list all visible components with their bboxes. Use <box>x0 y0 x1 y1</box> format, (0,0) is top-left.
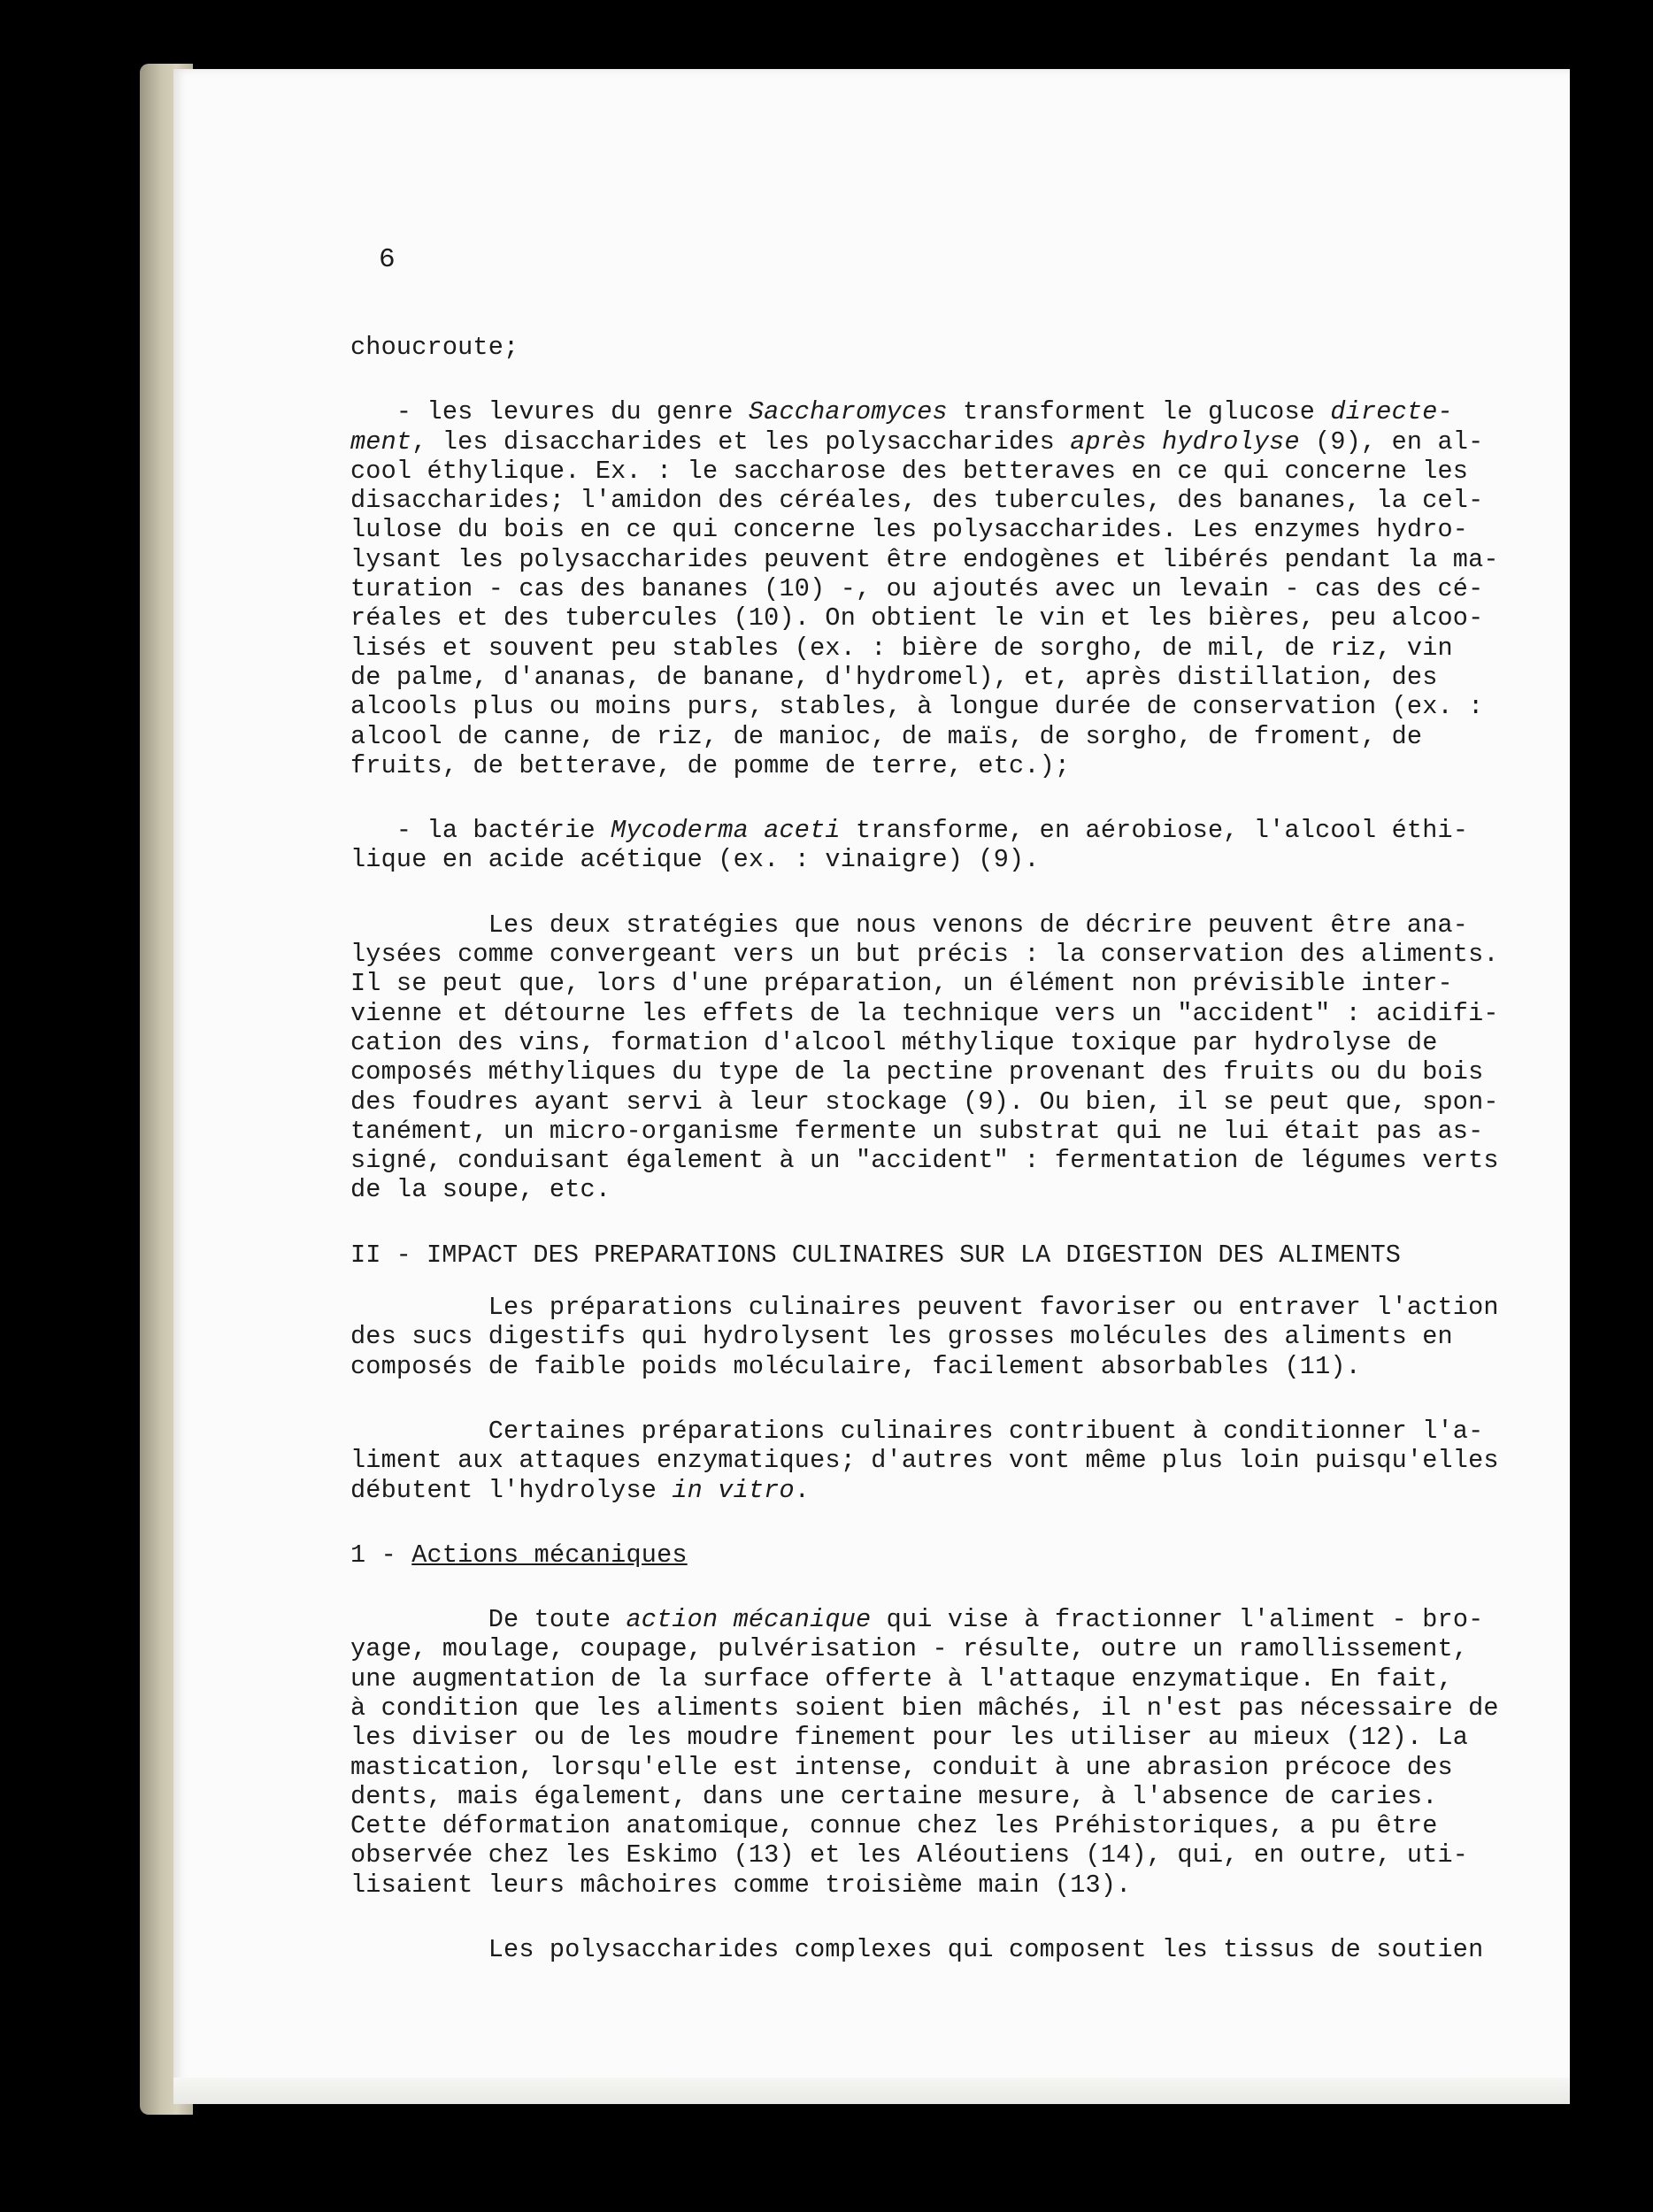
text-line: mastication, lorsqu'elle est intense, conduit à une abrasion précoce des <box>350 1752 1453 1782</box>
body-text <box>350 333 1499 1965</box>
text-line: lysant les polysaccharides peuvent être endogènes et libérés pendant la ma- <box>350 544 1499 574</box>
text-line: Il se peut que, lors d'une préparation, un élément non prévisible inter- <box>350 969 1453 999</box>
text-line: des foudres ayant servi à leur stockage (9). Ou bien, il se peut que, spon- <box>350 1087 1499 1117</box>
text-line: composés méthyliques du type de la pectine provenant des fruits ou du bois <box>350 1057 1484 1087</box>
text-line: lique en acide acétique (ex. : vinaigre) (9). <box>350 845 1040 875</box>
text-line: - la bactérie Mycoderma aceti transforme, en aérobiose, l'alcool éthi- <box>350 816 1469 846</box>
text-line: à condition que les aliments soient bien mâchés, il n'est pas nécessaire de <box>350 1693 1499 1723</box>
text-line: lysées comme convergeant vers un but précis : la conservation des aliments. <box>350 940 1499 970</box>
text-line: disaccharides; l'amidon des céréales, des tubercules, des bananes, la cel- <box>350 486 1484 516</box>
text-line: Les deux stratégies que nous venons de décrire peuvent être ana- <box>350 910 1469 940</box>
text-line: Cette déformation anatomique, connue chez les Préhistoriques, a pu être <box>350 1811 1438 1841</box>
text-line: choucroute; <box>350 333 519 362</box>
section-heading: II - IMPACT DES PREPARATIONS CULINAIRES SUR LA DIGESTION DES ALIMENTS <box>350 1240 1401 1270</box>
text-line: cool éthylique. Ex. : le saccharose des betteraves en ce qui concerne les <box>350 456 1469 486</box>
text-line: réales et des tubercules (10). On obtient le vin et les bières, peu alcoo- <box>350 603 1484 634</box>
italic-term: Saccharomyces <box>748 397 948 427</box>
text-line: yage, moulage, coupage, pulvérisation - résulte, outre un ramollissement, <box>350 1634 1469 1664</box>
italic-term: ment <box>350 426 412 457</box>
text-line: lulose du bois en ce qui concerne les polysaccharides. Les enzymes hydro- <box>350 515 1469 545</box>
text-line: De toute action mécanique qui vise à fractionner l'aliment - bro- <box>350 1605 1484 1635</box>
italic-term: directe- <box>1330 397 1453 427</box>
text-line: des sucs digestifs qui hydrolysent les grosses molécules des aliments en <box>350 1322 1453 1352</box>
italic-term: action mécanique <box>626 1605 872 1635</box>
text-line: signé, conduisant également à un "accident" : fermentation de légumes verts <box>350 1146 1499 1176</box>
text-line: tanément, un micro-organisme fermente un substrat qui ne lui était pas as- <box>350 1116 1484 1146</box>
text-line: de la soupe, etc. <box>350 1175 611 1205</box>
italic-term: in vitro <box>672 1475 795 1505</box>
subsection-heading: 1 - Actions mécaniques <box>350 1540 688 1570</box>
underlined-heading: Actions mécaniques <box>411 1540 688 1570</box>
text-line: Certaines préparations culinaires contribuent à conditionner l'a- <box>350 1416 1484 1446</box>
text-line: de palme, d'ananas, de banane, d'hydromel), et, après distillation, des <box>350 662 1438 692</box>
text-line: alcool de canne, de riz, de manioc, de maïs, de sorgho, de froment, de <box>350 721 1423 751</box>
italic-term: après hydrolyse <box>1070 426 1300 457</box>
text-line: ment, les disaccharides et les polysaccharides après hydrolyse (9), en al- <box>350 426 1484 457</box>
page-stack-edge <box>173 2078 1570 2104</box>
text-line: Les préparations culinaires peuvent favoriser ou entraver l'action <box>350 1293 1499 1323</box>
text-line: cation des vins, formation d'alcool méthylique toxique par hydrolyse de <box>350 1027 1438 1057</box>
page-number: 6 <box>379 244 396 275</box>
text-line: lisés et souvent peu stables (ex. : bière de sorgho, de mil, de riz, vin <box>350 633 1453 663</box>
text-line: - les levures du genre Saccharomyces transforment le glucose directe- <box>350 397 1453 427</box>
text-line: fruits, de betterave, de pomme de terre, etc.); <box>350 750 1071 780</box>
text-line: alcools plus ou moins purs, stables, à longue durée de conservation (ex. : <box>350 692 1484 722</box>
text-line: Les polysaccharides complexes qui composent les tissus de soutien <box>350 1935 1484 1965</box>
text-line: lisaient leurs mâchoires comme troisième main (13). <box>350 1870 1132 1900</box>
text-line: une augmentation de la surface offerte à l'attaque enzymatique. En fait, <box>350 1663 1453 1694</box>
text-line: dents, mais également, dans une certaine mesure, à l'absence de caries. <box>350 1781 1438 1811</box>
text-line: composés de faible poids moléculaire, facilement absorbables (11). <box>350 1351 1361 1381</box>
italic-term: Mycoderma aceti <box>611 816 841 846</box>
text-line: débutent l'hydrolyse in vitro. <box>350 1475 811 1505</box>
text-line: les diviser ou de les moudre finement pour les utiliser au mieux (12). La <box>350 1723 1469 1753</box>
text-line: vienne et détourne les effets de la technique vers un "accident" : acidifi- <box>350 998 1499 1028</box>
text-line: turation - cas des bananes (10) -, ou ajoutés avec un levain - cas des cé- <box>350 574 1484 604</box>
text-line: observée chez les Eskimo (13) et les Aléoutiens (14), qui, en outre, uti- <box>350 1840 1469 1870</box>
text-line: liment aux attaques enzymatiques; d'autres vont même plus loin puisqu'elles <box>350 1446 1499 1476</box>
